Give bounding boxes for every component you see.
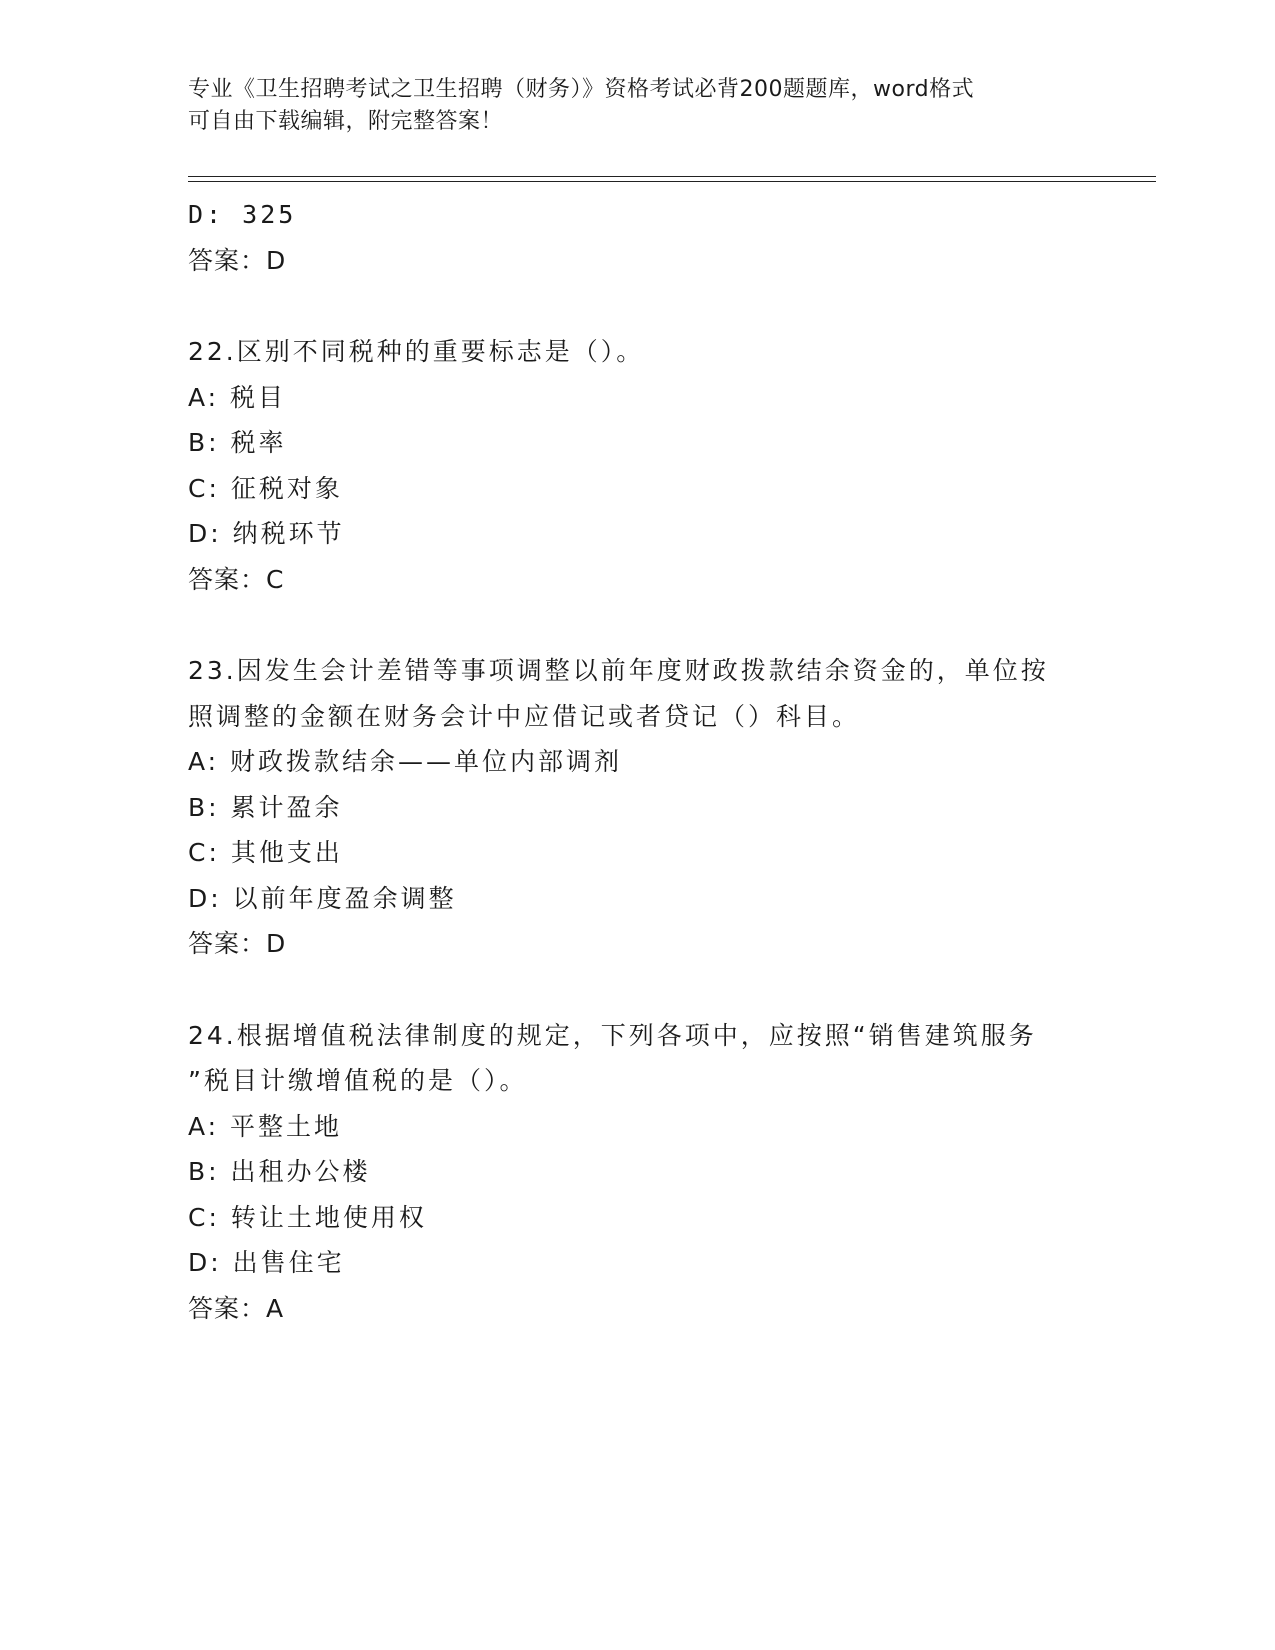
- spacer: [188, 967, 1088, 1013]
- header-divider-top: [188, 176, 1156, 177]
- question-stem-line-2: 照调整的金额在财务会计中应借记或者贷记（）科目。: [188, 701, 861, 731]
- header-title-line-1: 专业《卫生招聘考试之卫生招聘（财务）》资格考试必背200题题库，word格式: [188, 77, 975, 102]
- question-stem-line-1: 24.根据增值税法律制度的规定，下列各项中，应按照“销售建筑服务: [188, 1020, 1037, 1050]
- option-d: D: 325: [188, 200, 297, 229]
- previous-question-tail: [188, 192, 1088, 283]
- question-stem-line-2: ”税目计缴增值税的是（）。: [188, 1066, 528, 1095]
- question-stem: 22.区别不同税种的重要标志是（）。: [188, 337, 645, 366]
- option-d: D: 以前年度盈余调整: [188, 883, 457, 913]
- answer-line: 答案：A: [188, 1293, 285, 1323]
- spacer: [188, 602, 1088, 648]
- answer-line: 答案：D: [188, 245, 287, 275]
- spacer: [188, 283, 1088, 329]
- option-c: C: 征税对象: [188, 473, 343, 503]
- question-list: [188, 192, 1088, 1331]
- answer-line: 答案：C: [188, 564, 285, 594]
- option-d: D: 出售住宅: [188, 1248, 345, 1277]
- header-title-line-2: 可自由下载编辑，附完整答案！: [188, 109, 504, 134]
- option-b: B: 税率: [188, 428, 287, 457]
- option-b: B: 出租办公楼: [188, 1157, 371, 1186]
- answer-line: 答案：D: [188, 929, 287, 958]
- question-stem-line-1: 23.因发生会计差错等事项调整以前年度财政拨款结余资金的，单位按: [188, 656, 1049, 685]
- question-23: [188, 648, 1088, 967]
- option-a: A: 财政拨款结余——单位内部调剂: [188, 747, 623, 776]
- option-b: B: 累计盈余: [188, 792, 343, 822]
- option-a: A: 税目: [188, 382, 287, 412]
- document-header: [188, 74, 1078, 138]
- option-d: D: 纳税环节: [188, 519, 345, 548]
- option-c: C: 其他支出: [188, 838, 343, 867]
- header-divider-bottom: [188, 181, 1156, 182]
- question-22: [188, 329, 1088, 602]
- option-a: A: 平整土地: [188, 1111, 343, 1141]
- question-24: [188, 1013, 1088, 1332]
- option-c: C: 转让土地使用权: [188, 1202, 427, 1232]
